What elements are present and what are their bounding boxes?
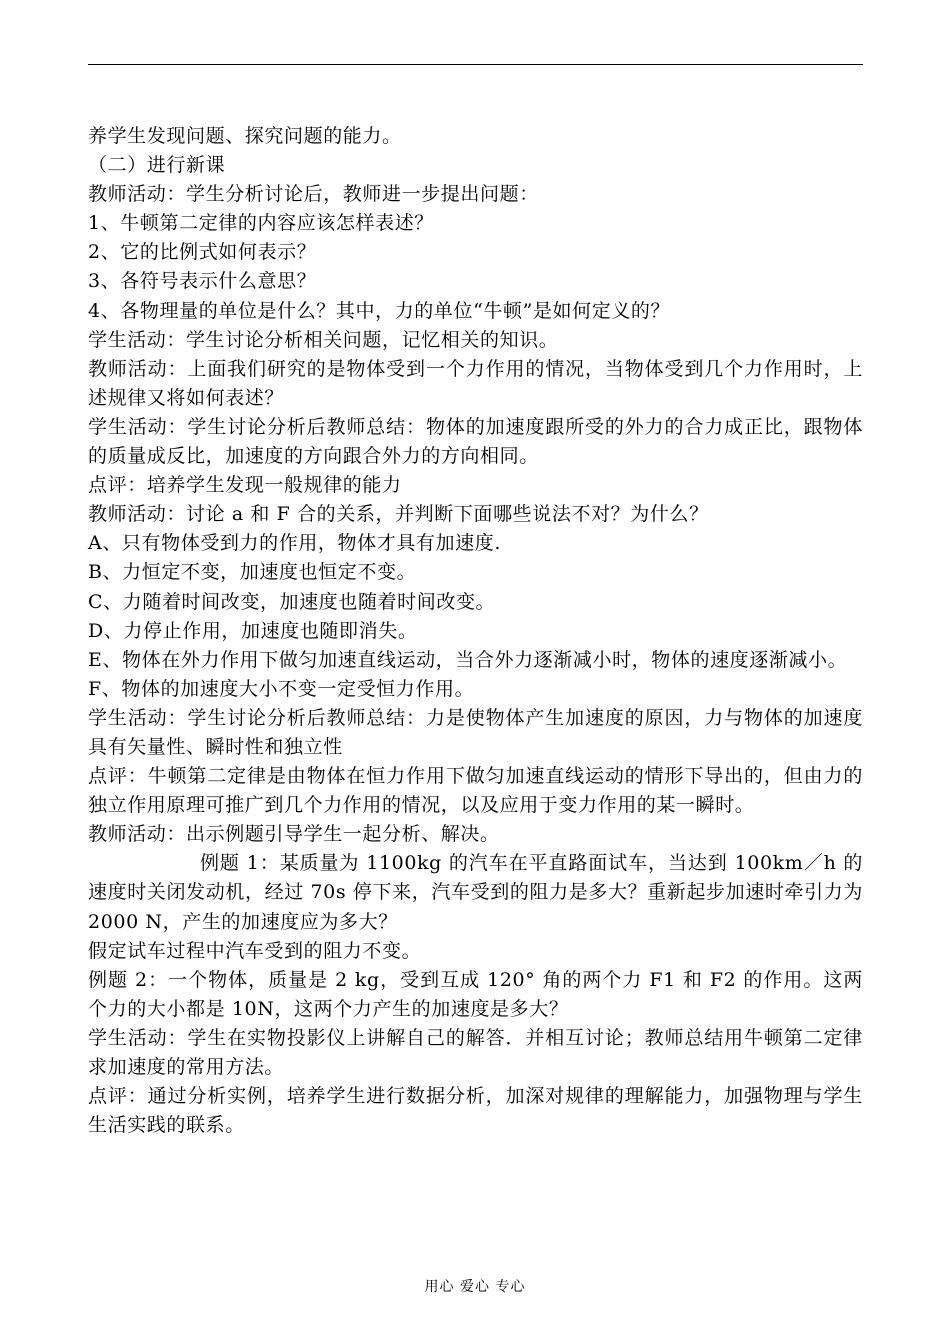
paragraph: 例题 2：一个物体，质量是 2 kg，受到互成 120° 角的两个力 F1 和 F2 的作用。这两个力的大小都是 10N，这两个力产生的加速度是多大？ (88, 968, 863, 1020)
paragraph: D、力停止作用，加速度也随即消失。 (88, 619, 418, 642)
paragraph: 4、各物理量的单位是什么？其中，力的单位“牛顿”是如何定义的？ (88, 299, 671, 322)
paragraph: 1、牛顿第二定律的内容应该怎样表述？ (88, 212, 434, 235)
document-body (88, 122, 863, 1140)
paragraph: 2、它的比例式如何表示？ (88, 241, 317, 264)
paragraph: 例题 1：某质量为 1100kg 的汽车在平直路面试车，当达到 100km／h 的速度时关闭发动机，经过 70s 停下来，汽车受到的阻力是多大？重新起步加速时牵引力为 2000 N，产生的加速度应为多大？ (88, 852, 863, 933)
paragraph: A、只有物体受到力的作用，物体才具有加速度. (88, 532, 501, 555)
paragraph: 学生活动：学生讨论分析后教师总结：物体的加速度跟所受的外力的合力成正比，跟物体的质量成反比，加速度的方向跟合外力的方向相同。 (88, 415, 863, 468)
paragraph: 教师活动：出示例题引导学生一起分析、解决。 (88, 823, 500, 846)
paragraph: E、物体在外力作用下做匀加速直线运动，当合外力逐渐减小时，物体的速度逐渐减小。 (88, 648, 848, 671)
paragraph: B、力恒定不变，加速度也恒定不变。 (88, 561, 417, 584)
paragraph: 教师活动：讨论 a 和 F 合的关系，并判断下面哪些说法不对？为什么？ (88, 503, 709, 526)
paragraph: （二）进行新课 (88, 154, 226, 177)
paragraph: C、力随着时间改变，加速度也随着时间改变。 (88, 590, 496, 613)
paragraph: 假定试车过程中汽车受到的阻力不变。 (88, 939, 422, 962)
paragraph: F、物体的加速度大小不变一定受恒力作用。 (88, 677, 475, 700)
paragraph: 养学生发现问题、探究问题的能力。 (88, 125, 402, 147)
paragraph: 学生活动：学生讨论分析相关问题，记忆相关的知识。 (88, 328, 559, 351)
paragraph: 学生活动：学生在实物投影仪上讲解自己的解答．并相互讨论；教师总结用牛顿第二定律求加速度的常用方法。 (88, 1026, 863, 1078)
paragraph: 点评：牛顿第二定律是由物体在恒力作用下做匀加速直线运动的情形下导出的，但由力的独立作用原理可推广到几个力作用的情况，以及应用于变力作用的某一瞬时。 (88, 765, 863, 817)
page-footer: 用心 爱心 专心 (424, 1279, 526, 1295)
paragraph: 3、各符号表示什么意思？ (88, 270, 317, 293)
header-rule (88, 64, 863, 65)
paragraph: 点评：培养学生发现一般规律的能力 (88, 474, 402, 497)
paragraph: 点评：通过分析实例，培养学生进行数据分析，加深对规律的理解能力，加强物理与学生生活实践的联系。 (88, 1085, 863, 1137)
paragraph: 教师活动：上面我们研究的是物体受到一个力作用的情况，当物体受到几个力作用时，上述规律又将如何表述？ (88, 357, 863, 409)
paragraph: 教师活动：学生分析讨论后，教师进一步提出问题： (88, 183, 539, 206)
paragraph: 学生活动：学生讨论分析后教师总结：力是使物体产生加速度的原因，力与物体的加速度具有矢量性、瞬时性和独立性 (88, 706, 863, 758)
